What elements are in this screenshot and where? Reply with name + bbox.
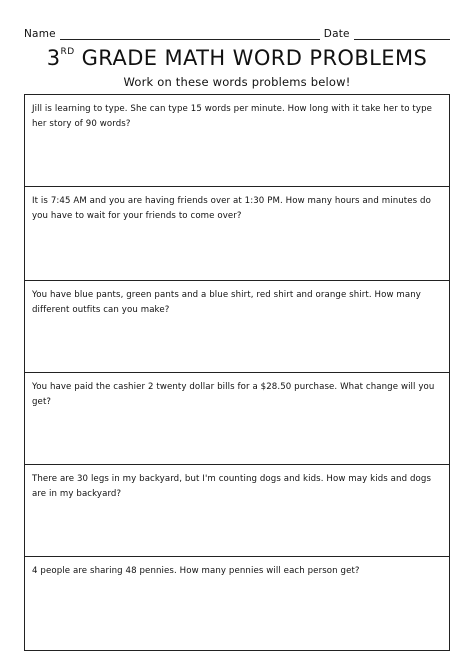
problems-table — [24, 94, 450, 651]
title-text: GRADE MATH WORD PROBLEMS — [81, 46, 428, 70]
page-title — [0, 46, 474, 70]
problem-box — [25, 557, 449, 650]
date-label: Date — [323, 28, 350, 40]
problem-text: There are 30 legs in my backyard, but I'm counting dogs and kids. How may kids and dogs are in my backyard? — [32, 474, 432, 499]
problem-box — [25, 187, 449, 281]
problem-box — [25, 465, 449, 557]
problem-text: You have paid the cashier 2 twenty dollar bills for a $28.50 purchase. What change will you get? — [32, 382, 435, 407]
name-field-line[interactable] — [60, 27, 320, 40]
name-label: Name — [24, 28, 56, 40]
problem-text: It is 7:45 AM and you are having friends over at 1:30 PM. How many hours and minutes do you have to wait for your friends to come over? — [32, 196, 431, 221]
problem-text: 4 people are sharing 48 pennies. How many pennies will each person get? — [32, 566, 360, 576]
title-superscript: RD — [60, 47, 75, 57]
date-field-line[interactable] — [354, 27, 450, 40]
instructions: Work on these words problems below! — [123, 75, 351, 89]
problem-box — [25, 373, 449, 465]
problem-box — [25, 281, 449, 373]
name-date-header — [24, 20, 454, 40]
problem-text: Jill is learning to type. She can type 15 words per minute. How long with it take her to type her story of 90 words? — [32, 104, 433, 129]
problem-box — [25, 95, 449, 187]
title-grade-number: 3 — [46, 46, 61, 70]
problem-text: You have blue pants, green pants and a blue shirt, red shirt and orange shirt. How many different outfits can you make? — [32, 290, 421, 315]
